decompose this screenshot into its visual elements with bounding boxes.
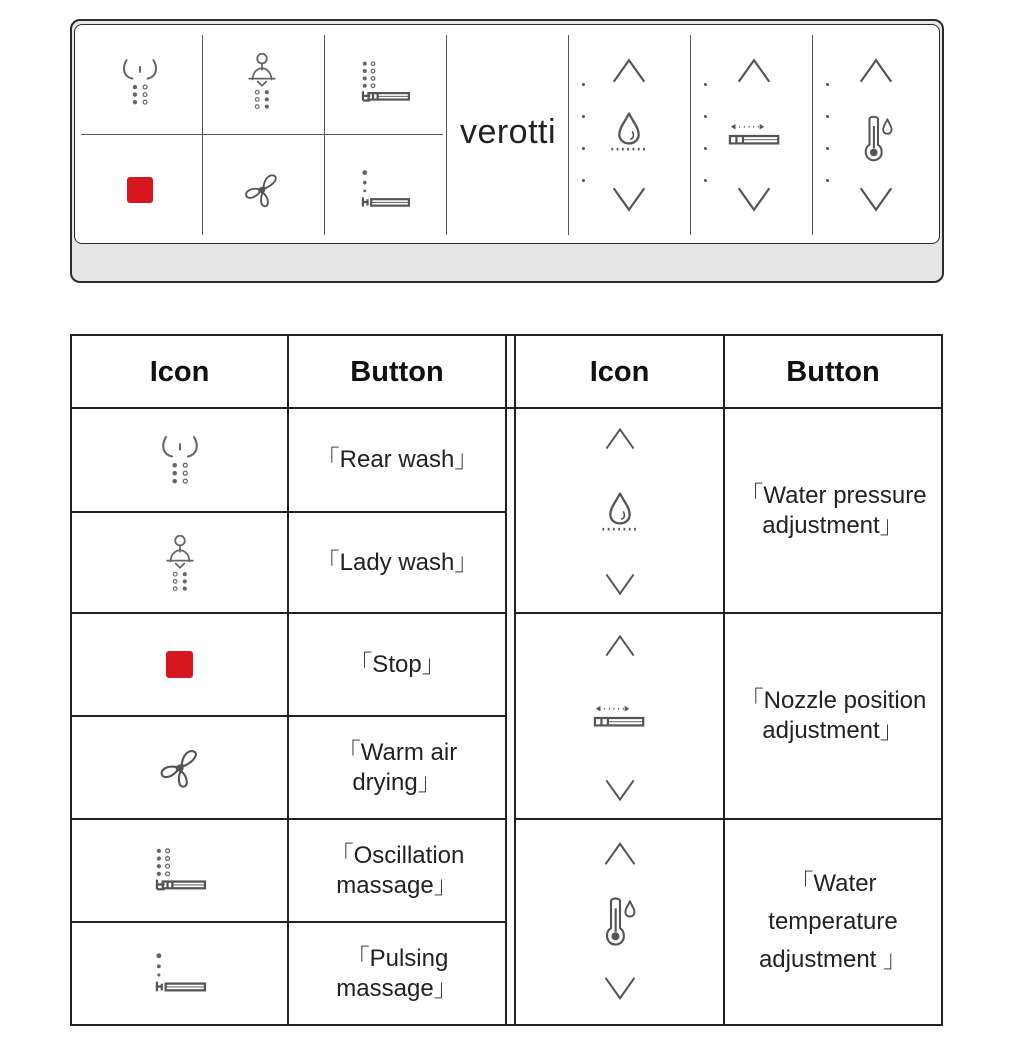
rear-wash-button[interactable]	[105, 47, 175, 117]
water-drop-icon	[598, 491, 642, 533]
thermometer-icon	[602, 895, 638, 947]
label-lady-wash: 「Lady wash」	[315, 548, 479, 576]
water-pressure-down-button[interactable]	[605, 181, 653, 217]
water-pressure-up-button[interactable]	[605, 53, 653, 89]
stop-icon	[127, 177, 153, 203]
button-legend-table	[70, 334, 943, 1026]
label-nozzle-position: 「Nozzle position adjustment」	[739, 687, 927, 744]
indicator-dots	[704, 83, 708, 182]
table-row	[72, 409, 287, 511]
fan-icon	[157, 745, 203, 791]
chevron-up-icon	[611, 57, 647, 85]
label-warm-air-drying: 「Warm air drying」	[336, 738, 458, 796]
lady-wash-icon	[242, 51, 282, 111]
panel-divider	[81, 134, 443, 135]
header-icon-right: Icon	[589, 355, 650, 388]
chevron-down-icon	[604, 572, 636, 596]
chevron-down-icon	[736, 185, 772, 213]
water-temperature-down-button[interactable]	[852, 181, 900, 217]
rear-wash-icon	[158, 433, 202, 487]
table-row	[72, 923, 287, 1024]
brand-logo: verotti	[459, 113, 557, 151]
label-pulsing-massage: 「Pulsing massage」	[336, 944, 458, 1002]
rear-wash-icon	[119, 56, 161, 108]
chevron-down-icon	[858, 185, 894, 213]
label-oscillation-massage: 「Oscillation massage」	[329, 841, 465, 899]
header-button-left: Button	[350, 355, 444, 388]
table-row	[516, 820, 723, 1024]
thermometer-icon	[861, 113, 895, 163]
lady-wash-button[interactable]	[227, 45, 297, 117]
indicator-dots	[826, 83, 830, 182]
label-water-temperature: 「Water temperature adjustment 」	[758, 870, 908, 973]
label-rear-wash: 「Rear wash」	[315, 446, 479, 473]
water-drop-icon	[607, 111, 651, 153]
table-row	[72, 513, 287, 612]
panel-divider	[812, 35, 813, 235]
label-stop: 「Stop」	[348, 650, 446, 678]
oscillation-massage-icon	[359, 60, 411, 106]
nozzle-position-icon	[592, 705, 648, 731]
nozzle-position-up-button[interactable]	[730, 53, 778, 89]
nozzle-position-icon	[727, 123, 783, 149]
nozzle-position-indicator	[723, 121, 787, 151]
warm-air-drying-button[interactable]	[227, 155, 297, 225]
chevron-up-icon	[736, 57, 772, 85]
label-water-pressure: 「Water pressure adjustment」	[739, 481, 927, 539]
chevron-up-icon	[604, 427, 636, 451]
chevron-up-icon	[858, 57, 894, 85]
table-row	[72, 717, 287, 818]
remote-panel-face	[74, 24, 940, 244]
table-row	[72, 820, 287, 921]
water-pressure-indicator	[602, 107, 656, 157]
pulsing-massage-icon	[359, 167, 411, 213]
table-row	[516, 409, 723, 612]
panel-divider	[690, 35, 691, 235]
pulsing-massage-icon	[153, 950, 207, 998]
table-row	[72, 614, 287, 715]
header-button-right: Button	[786, 355, 880, 388]
nozzle-position-down-button[interactable]	[730, 181, 778, 217]
oscillation-massage-button[interactable]	[350, 53, 420, 113]
indicator-dots	[582, 83, 586, 182]
lady-wash-icon	[160, 532, 200, 594]
water-temperature-up-button[interactable]	[852, 53, 900, 89]
water-temperature-indicator	[855, 109, 901, 167]
stop-button[interactable]	[105, 155, 175, 225]
oscillation-massage-icon	[153, 847, 207, 895]
chevron-down-icon	[611, 185, 647, 213]
fan-icon	[242, 170, 282, 210]
chevron-up-icon	[604, 634, 636, 658]
chevron-up-icon	[603, 840, 637, 868]
chevron-down-icon	[604, 778, 636, 802]
chevron-down-icon	[603, 974, 637, 1002]
pulsing-massage-button[interactable]	[350, 160, 420, 220]
table-row	[516, 614, 723, 818]
stop-icon	[166, 651, 193, 678]
header-icon-left: Icon	[149, 355, 210, 388]
